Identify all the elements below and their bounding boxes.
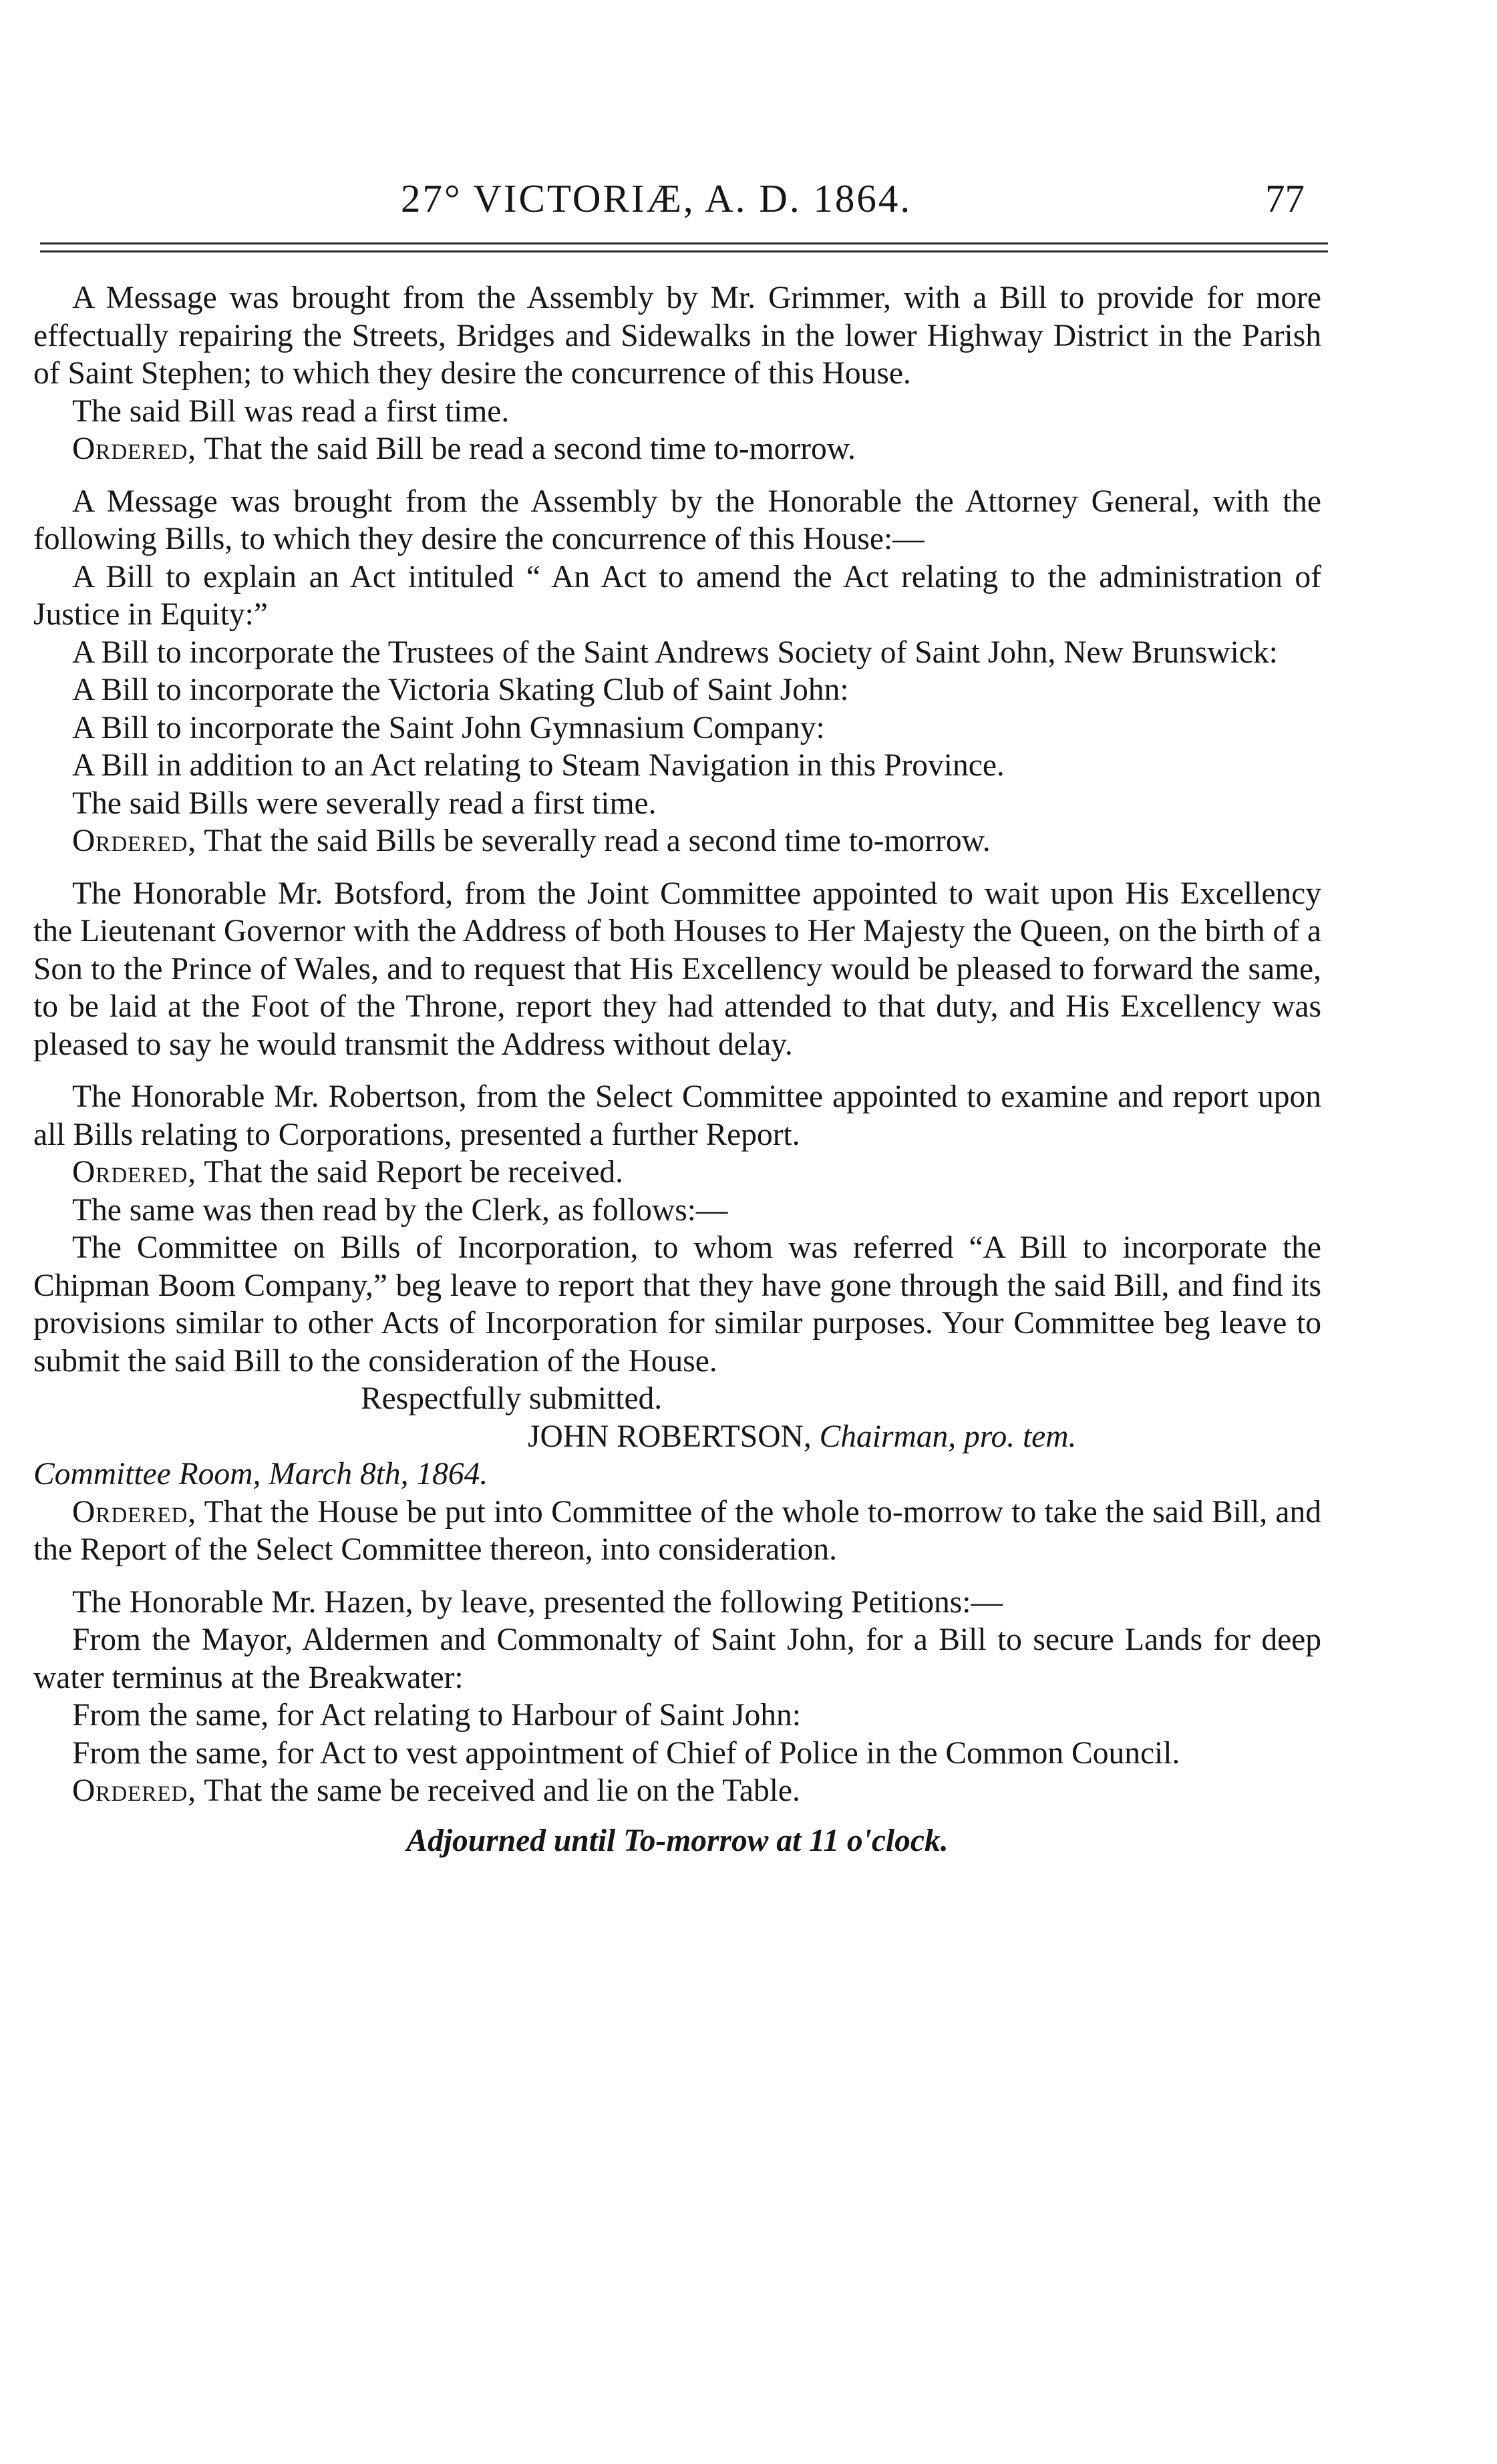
respectfully-submitted: Respectfully submitted. <box>361 1381 663 1416</box>
bill-item: A Bill to explain an Act intituled “ An Act to amend the Act relating to the administration of Justice in Equity:” <box>33 559 1321 632</box>
order-text: That the said Bills be severally read a second time to-morrow. <box>196 824 991 858</box>
petition-item: From the same, for Act relating to Harbour of Saint John: <box>72 1698 801 1733</box>
order-text: That the said Bill be read a second time to-morrow. <box>196 431 856 466</box>
paragraph-robertson-report: The Honorable Mr. Robertson, from the Select Committee appointed to examine and report upon all Bills relating to Corporations, presented a further Report. <box>33 1079 1321 1152</box>
paragraph-order <box>33 1154 1321 1192</box>
page-header <box>0 175 1497 222</box>
paragraph-message-grimmer: A Message was brought from the Assembly by Mr. Grimmer, with a Bill to provide for more effectually repairing the Streets, Bridges and Sidewalks in the lower Highway District in the Parish of Saint Stephen; to which they desire the concurrence of this House. <box>33 281 1321 391</box>
paragraph-botsford-report: The Honorable Mr. Botsford, from the Joint Committee appointed to wait upon His Excellency the Lieutenant Governor with the Address of both Houses to Her Majesty the Queen, on the birth of a Son to the Prince of Wales, and to request that His Excellency would be pleased to forward the same, to be laid at the Foot of the Throne, report they had attended to that duty, and His Excellency was pleased to say he would transmit the Address without delay. <box>33 876 1321 1062</box>
bill-item: A Bill to incorporate the Saint John Gymnasium Company: <box>72 710 825 745</box>
order-text: That the House be put into Committee of the whole to-morrow to take the said Bill, and the Report of the Select Committee thereon, into consideration. <box>33 1494 1321 1567</box>
signatory-name: JOHN ROBERTSON, <box>528 1419 812 1454</box>
paragraph-first-reading: The said Bills were severally read a first time. <box>72 785 657 821</box>
signatory-role: Chairman, pro. tem. <box>811 1419 1077 1454</box>
order-text: That the same be received and lie on the Table. <box>196 1773 800 1808</box>
adjournment-line: Adjourned until To-morrow at 11 o'clock. <box>406 1823 949 1858</box>
journal-body <box>33 279 1321 1860</box>
paragraph-order <box>33 1772 1321 1810</box>
ordered-label: Ordered, <box>72 431 197 466</box>
ordered-label: Ordered, <box>72 1773 197 1808</box>
header-rule-bottom <box>40 250 1328 252</box>
committee-dateline: Committee Room, March 8th, 1864. <box>33 1457 488 1491</box>
signature-line <box>33 1418 1321 1456</box>
ordered-label: Ordered, <box>72 824 197 858</box>
petition-item: From the Mayor, Aldermen and Commonalty of Saint John, for a Bill to secure Lands for deep water terminus at the Breakwater: <box>33 1622 1321 1695</box>
petition-item: From the same, for Act to vest appointment of Chief of Police in the Common Council. <box>72 1735 1180 1771</box>
page-number: 77 <box>1265 176 1305 220</box>
page-title: 27° VICTORIÆ, A. D. 1864. <box>401 176 912 220</box>
ordered-label: Ordered, <box>72 1494 197 1530</box>
paragraph-order <box>33 430 1321 468</box>
paragraph-first-reading: The said Bill was read a first time. <box>72 393 510 429</box>
paragraph-order <box>33 822 1321 860</box>
order-text: That the said Report be received. <box>196 1155 624 1190</box>
bill-item: A Bill to incorporate the Trustees of the Saint Andrews Society of Saint John, New Brunswick: <box>72 635 1278 670</box>
bill-item: A Bill to incorporate the Victoria Skating Club of Saint John: <box>72 673 849 707</box>
ordered-label: Ordered, <box>72 1155 197 1190</box>
bill-item: A Bill in addition to an Act relating to Steam Navigation in this Province. <box>72 748 1005 783</box>
paragraph-message-attorney: A Message was brought from the Assembly by the Honorable the Attorney General, with the following Bills, to which they desire the concurrence of this House:— <box>33 484 1321 556</box>
paragraph-read-by-clerk: The same was then read by the Clerk, as follows:— <box>72 1192 728 1228</box>
paragraph-order <box>33 1493 1321 1569</box>
paragraph-hazen-petitions: The Honorable Mr. Hazen, by leave, presented the following Petitions:— <box>72 1584 1003 1620</box>
header-rule-top <box>40 242 1328 244</box>
paragraph-committee-report: The Committee on Bills of Incorporation, to whom was referred “A Bill to incorporate the Chipman Boom Company,” beg leave to report that they have gone through the said Bill, and find its provisions similar to other Acts of Incorporation for similar purposes. Your Committee beg leave to submit the said Bill to the consideration of the House. <box>33 1230 1321 1379</box>
